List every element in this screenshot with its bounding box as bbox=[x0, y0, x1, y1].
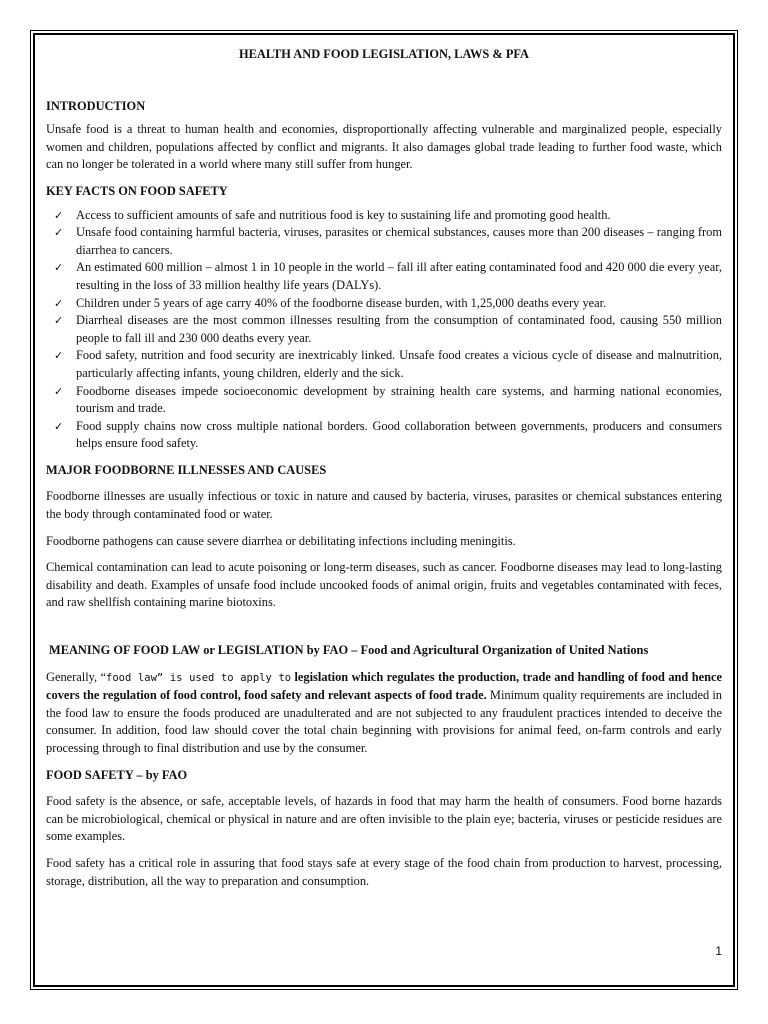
food-safety-heading: FOOD SAFETY – by FAO bbox=[46, 767, 188, 782]
introduction-text: Unsafe food is a threat to human health and economies, disproportionally affecting vulnerable and marginalized people, especially women and children, populations affected by conflict and migrants. It also damages global trade leading to further food waste, which can no longer be tolerated in a world where many still suffer from hunger. bbox=[46, 122, 722, 172]
food-safety-paragraph: Food safety has a critical role in assuring that food stays safe at every stage of the food chain from production to harvest, processing, storage, distribution, all the way to preparation and consumption. bbox=[46, 855, 722, 888]
list-item: ✓ Unsafe food containing harmful bacteria, viruses, parasites or chemical substances, causes more than 200 diseases – ranging from diarrhea to cancers. bbox=[54, 225, 722, 257]
check-mark-icon: ✓ bbox=[54, 261, 64, 275]
document-body bbox=[46, 44, 722, 890]
list-item: ✓ Diarrheal diseases are the most common illnesses resulting from the consumption of contaminated food, causing 550 million people to fall ill and 230 000 deaths every year. bbox=[54, 313, 722, 345]
document-title: HEALTH AND FOOD LEGISLATION, LAWS & PFA bbox=[239, 47, 529, 61]
food-safety-paragraph: Food safety is the absence, or safe, acceptable levels, of hazards in food that may harm the health of consumers. Food borne hazards can be microbiological, chemical or physical in nature and are often invisible to the plain eye; bacteria, viruses or pesticide residues are some examples. bbox=[46, 794, 722, 844]
check-mark-icon: ✓ bbox=[54, 296, 64, 310]
food-law-paragraph: Generally, “food law” is used to apply to legislation which regulates the production, trade and handling of food and hence covers the regulation of food control, food safety and relevant aspects of food trade. Minimum quality requirements are included in the food law to ensure the foods produced are unadulterated and are not subjected to any fraudulent practices intended to deceive the consumer. In addition, food law should cover the total chain beginning with provisions for animal feed, on-farm controls and early processing through to final distribution and use by the consumer. bbox=[46, 669, 722, 755]
major-illnesses-paragraph: Foodborne illnesses are usually infectious or toxic in nature and caused by bacteria, viruses, parasites or chemical substances entering the body through contaminated food or water. bbox=[46, 489, 722, 522]
check-mark-icon: ✓ bbox=[54, 419, 64, 433]
food-law-heading: MEANING OF FOOD LAW or LEGISLATION by FAO – Food and Agricultural Organization of United Nations bbox=[49, 643, 649, 658]
check-mark-icon: ✓ bbox=[54, 349, 64, 363]
key-facts-list bbox=[46, 207, 722, 453]
major-illnesses-heading: MAJOR FOODBORNE ILLNESSES AND CAUSES bbox=[46, 462, 327, 477]
check-mark-icon: ✓ bbox=[54, 226, 64, 240]
major-illnesses-paragraph: Chemical contamination can lead to acute poisoning or long-term diseases, such as cancer. Foodborne diseases may lead to long-lasting disability and death. Examples of unsafe food include uncooked foods of animal origin, fruits and vegetables contaminated with feces, and raw shellfish containing marine biotoxins. bbox=[46, 560, 722, 610]
check-mark-icon: ✓ bbox=[54, 384, 64, 398]
list-item: ✓ Food safety, nutrition and food security are inextricably linked. Unsafe food creates a vicious cycle of disease and malnutrition, particularly affecting infants, young children, elderly and the sick. bbox=[54, 348, 722, 380]
page-number: 1 bbox=[715, 944, 722, 958]
check-mark-icon: ✓ bbox=[54, 208, 64, 222]
list-item: ✓ Children under 5 years of age carry 40% of the foodborne disease burden, with 1,25,000 deaths every year. bbox=[46, 295, 722, 313]
introduction-heading: INTRODUCTION bbox=[46, 98, 146, 113]
list-item: ✓ Foodborne diseases impede socioeconomic development by straining health care systems, and harming national economies, tourism and trade. bbox=[54, 383, 722, 416]
key-facts-heading: KEY FACTS ON FOOD SAFETY bbox=[46, 183, 228, 198]
major-illnesses-paragraph: Foodborne pathogens can cause severe diarrhea or debilitating infections including meningitis. bbox=[46, 533, 516, 548]
check-mark-icon: ✓ bbox=[54, 314, 64, 328]
list-item: ✓ Food supply chains now cross multiple national borders. Good collaboration between governments, producers and consumers helps ensure food safety. bbox=[54, 418, 722, 451]
list-item: ✓ An estimated 600 million – almost 1 in 10 people in the world – fall ill after eating contaminated food and 420 000 die every year, resulting in the loss of 33 million healthy life years (DALYs). bbox=[54, 260, 722, 292]
list-item: ✓ Access to sufficient amounts of safe and nutritious food is key to sustaining life and promoting good health. bbox=[46, 207, 722, 225]
